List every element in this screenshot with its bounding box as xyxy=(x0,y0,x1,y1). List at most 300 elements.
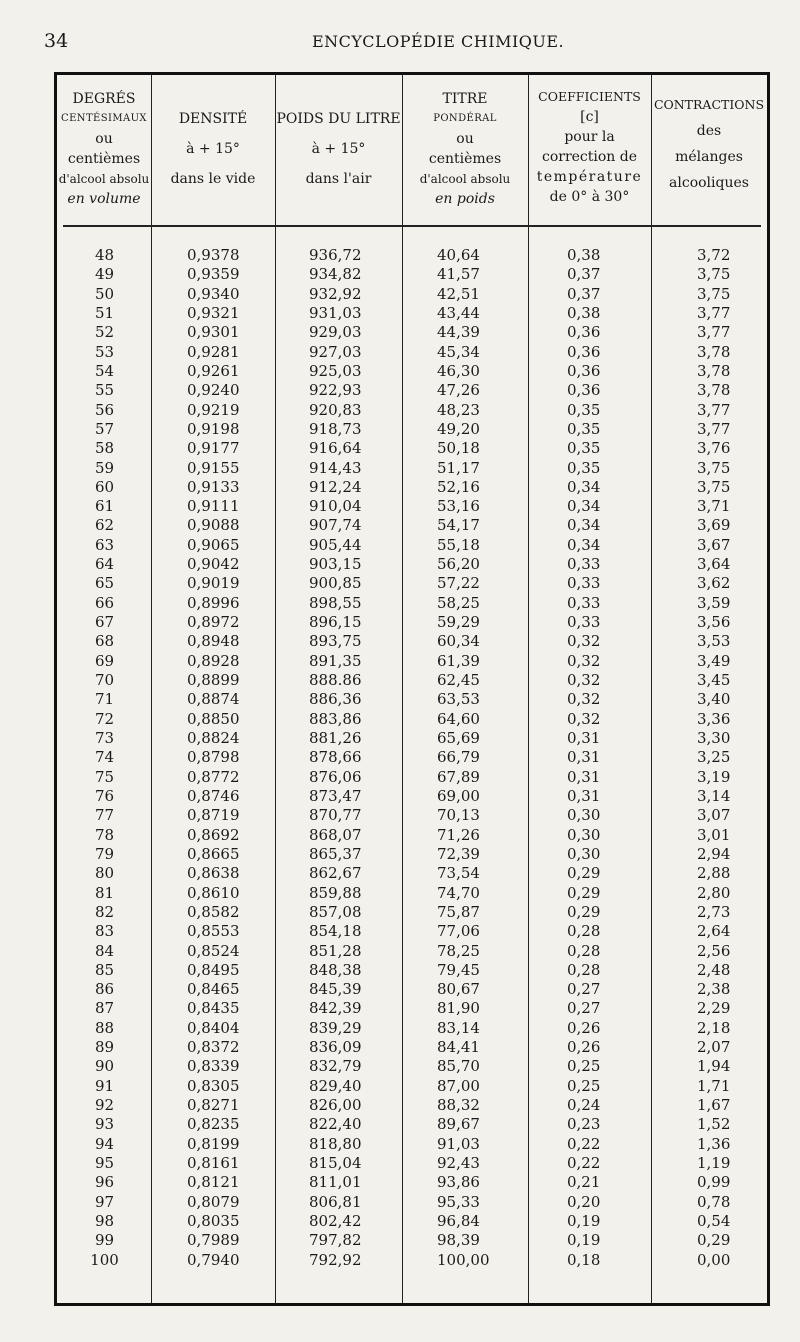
table-cell: 898,55 xyxy=(309,593,362,612)
table-cell: 826,00 xyxy=(309,1096,362,1115)
table-row xyxy=(57,1251,767,1270)
table-cell: 934,82 xyxy=(309,265,362,284)
table-row xyxy=(57,265,767,284)
table-cell: 0,30 xyxy=(567,825,601,844)
table-cell: 0,25 xyxy=(567,1057,601,1076)
table-cell: 3,30 xyxy=(697,729,731,747)
table-cell: 2,88 xyxy=(697,864,731,883)
table-cell: 0,32 xyxy=(567,651,601,670)
table-cell: 0,8435 xyxy=(187,999,240,1018)
page-number: 34 xyxy=(44,30,69,52)
table-cell: 0,34 xyxy=(567,535,601,554)
table-row xyxy=(57,787,767,806)
header-rule xyxy=(63,225,761,227)
table-row xyxy=(57,594,767,613)
table-cell: 0,31 xyxy=(567,786,601,805)
table-cell: 93,86 xyxy=(437,1173,480,1192)
table-cell: 842,39 xyxy=(309,999,362,1018)
table-cell: 0,33 xyxy=(567,613,601,632)
table-cell: 0,26 xyxy=(567,1018,601,1037)
table-cell: 43,44 xyxy=(437,303,480,322)
table-cell: 3,59 xyxy=(697,593,731,612)
table-row xyxy=(57,613,767,632)
table-cell: 100,00 xyxy=(437,1250,490,1269)
table-row xyxy=(57,574,767,593)
table-cell: 48 xyxy=(94,246,115,264)
table-cell: 2,48 xyxy=(697,960,731,979)
table-cell: 836,09 xyxy=(309,1038,362,1057)
table-cell: 0,37 xyxy=(567,284,601,303)
table-cell: 0,8948 xyxy=(187,632,240,651)
table-cell: 3,71 xyxy=(697,497,731,516)
table-row xyxy=(57,497,767,516)
table-cell: 53 xyxy=(94,342,115,361)
column-header-densite: DENSITÉ à + 15° dans le vide xyxy=(170,111,256,187)
table-cell: 0,34 xyxy=(567,516,601,535)
table-cell: 0,00 xyxy=(697,1250,731,1269)
table-cell: 3,25 xyxy=(697,748,731,767)
table-cell: 0,8610 xyxy=(187,883,240,902)
table-cell: 0,32 xyxy=(567,632,601,651)
table-cell: 0,8824 xyxy=(187,729,240,747)
table-cell: 0,8079 xyxy=(187,1192,240,1211)
table-cell: 0,23 xyxy=(567,1115,601,1134)
table-row xyxy=(57,768,767,787)
table-cell: 883,86 xyxy=(309,709,362,728)
table-row xyxy=(57,478,767,497)
table-cell: 0,21 xyxy=(567,1173,601,1192)
table-row xyxy=(57,980,767,999)
table-cell: 797,82 xyxy=(309,1231,362,1250)
table-cell: 891,35 xyxy=(309,651,362,670)
table-cell: 0,30 xyxy=(567,844,601,863)
table-cell: 2,29 xyxy=(697,999,731,1018)
table-cell: 0,8372 xyxy=(187,1038,240,1057)
table-cell: 78 xyxy=(94,825,115,844)
table-cell: 3,49 xyxy=(697,651,731,670)
table-cell: 1,94 xyxy=(697,1057,731,1076)
table-row xyxy=(57,1231,767,1250)
table-cell: 0,8553 xyxy=(187,922,240,941)
table-cell: 64,60 xyxy=(437,709,480,728)
table-cell: 82 xyxy=(94,902,115,921)
table-cell: 3,72 xyxy=(697,246,731,264)
table-cell: 3,45 xyxy=(697,671,731,690)
table-cell: 65 xyxy=(94,574,115,593)
column-header-degres: DEGRÉS CENTÉSIMAUX ou centièmes d'alcool absolu en volume xyxy=(58,91,150,207)
table-row xyxy=(57,1212,767,1231)
table-cell: 0,35 xyxy=(567,439,601,458)
table-row xyxy=(57,884,767,903)
table-cell: 851,28 xyxy=(309,941,362,960)
table-cell: 0,8199 xyxy=(187,1134,240,1153)
table-cell: 0,9321 xyxy=(187,303,240,322)
table-cell: 936,72 xyxy=(309,246,362,264)
table-cell: 859,88 xyxy=(309,883,362,902)
table-cell: 0,9340 xyxy=(187,284,240,303)
table-cell: 91 xyxy=(94,1076,115,1095)
table-cell: 3,62 xyxy=(697,574,731,593)
table-cell: 55,18 xyxy=(437,535,480,554)
table-cell: 0,8772 xyxy=(187,767,240,786)
table-cell: 62 xyxy=(94,516,115,535)
table-cell: 0,9378 xyxy=(187,246,240,264)
table-cell: 57,22 xyxy=(437,574,480,593)
table-cell: 87,00 xyxy=(437,1076,480,1095)
table-cell: 54 xyxy=(94,361,115,380)
table-cell: 2,94 xyxy=(697,844,731,863)
table-cell: 0,8339 xyxy=(187,1057,240,1076)
table-cell: 88,32 xyxy=(437,1096,480,1115)
table-cell: 52,16 xyxy=(437,477,480,496)
table-cell: 100 xyxy=(90,1250,119,1269)
table-cell: 0,8638 xyxy=(187,864,240,883)
table-cell: 873,47 xyxy=(309,786,362,805)
table-cell: 85 xyxy=(94,960,115,979)
table-cell: 74 xyxy=(94,748,115,767)
table-cell: 0,8121 xyxy=(187,1173,240,1192)
table-cell: 61,39 xyxy=(437,651,480,670)
table-cell: 0,32 xyxy=(567,690,601,709)
table-cell: 51 xyxy=(94,303,115,322)
table-cell: 0,9301 xyxy=(187,323,240,342)
table-cell: 0,31 xyxy=(567,748,601,767)
table-cell: 931,03 xyxy=(309,303,362,322)
table-row xyxy=(57,710,767,729)
table-row xyxy=(57,420,767,439)
table-cell: 0,8495 xyxy=(187,960,240,979)
table-cell: 72 xyxy=(94,709,115,728)
column-header-coefficients: COEFFICIENTS [c] pour la correction de température de 0° à 30° xyxy=(536,89,643,205)
table-cell: 881,26 xyxy=(309,729,362,747)
table-cell: 0,35 xyxy=(567,400,601,419)
table-row xyxy=(57,362,767,381)
table-cell: 98 xyxy=(94,1212,115,1230)
table-cell: 0,8404 xyxy=(187,1018,240,1037)
table-cell: 0,8465 xyxy=(187,980,240,999)
table-cell: 70 xyxy=(94,671,115,690)
table-cell: 3,77 xyxy=(697,400,731,419)
table-cell: 0,28 xyxy=(567,941,601,960)
column-header-titre-ponderal: TITRE PONDÉRAL ou centièmes d'alcool absolu en poids xyxy=(419,91,511,207)
table-cell: 57 xyxy=(94,419,115,438)
table-row xyxy=(57,690,767,709)
table-cell: 2,07 xyxy=(697,1038,731,1057)
table-cell: 86 xyxy=(94,980,115,999)
table-cell: 3,14 xyxy=(697,786,731,805)
table-cell: 811,01 xyxy=(309,1173,362,1192)
table-cell: 98,39 xyxy=(437,1231,480,1250)
table-cell: 84 xyxy=(94,941,115,960)
table-cell: 52 xyxy=(94,323,115,342)
table-cell: 0,36 xyxy=(567,361,601,380)
table-cell: 66,79 xyxy=(437,748,480,767)
table-cell: 0,37 xyxy=(567,265,601,284)
table-cell: 44,39 xyxy=(437,323,480,342)
table-cell: 907,74 xyxy=(309,516,362,535)
table-cell: 47,26 xyxy=(437,381,480,400)
table-cell: 3,40 xyxy=(697,690,731,709)
table-cell: 3,53 xyxy=(697,632,731,651)
table-cell: 0,35 xyxy=(567,458,601,477)
table-cell: 93 xyxy=(94,1115,115,1134)
table-cell: 0,9155 xyxy=(187,458,240,477)
table-cell: 0,8271 xyxy=(187,1096,240,1115)
table-cell: 3,75 xyxy=(697,477,731,496)
table-row xyxy=(57,845,767,864)
table-cell: 87 xyxy=(94,999,115,1018)
table-cell: 0,9111 xyxy=(187,497,240,516)
table-cell: 857,08 xyxy=(309,902,362,921)
table-cell: 929,03 xyxy=(309,323,362,342)
table-cell: 0,36 xyxy=(567,381,601,400)
table-row xyxy=(57,323,767,342)
table-cell: 94 xyxy=(94,1134,115,1153)
table-cell: 89,67 xyxy=(437,1115,480,1134)
table-cell: 42,51 xyxy=(437,284,480,303)
table-cell: 822,40 xyxy=(309,1115,362,1134)
table-cell: 75 xyxy=(94,767,115,786)
table-cell: 3,56 xyxy=(697,613,731,632)
table-cell: 96 xyxy=(94,1173,115,1192)
table-cell: 865,37 xyxy=(309,844,362,863)
running-title: ENCYCLOPÉDIE CHIMIQUE. xyxy=(312,32,565,51)
table-cell: 3,76 xyxy=(697,439,731,458)
table-cell: 0,30 xyxy=(567,806,601,825)
table-cell: 903,15 xyxy=(309,555,362,574)
table-cell: 73 xyxy=(94,729,115,747)
table-cell: 83 xyxy=(94,922,115,941)
table-cell: 1,67 xyxy=(697,1096,731,1115)
table-row xyxy=(57,1135,767,1154)
table-cell: 0,78 xyxy=(697,1192,731,1211)
table-cell: 53,16 xyxy=(437,497,480,516)
table-cell: 59,29 xyxy=(437,613,480,632)
table-cell: 0,19 xyxy=(567,1231,601,1250)
table-cell: 73,54 xyxy=(437,864,480,883)
table-cell: 3,77 xyxy=(697,323,731,342)
table-cell: 0,8305 xyxy=(187,1076,240,1095)
table-cell: 58 xyxy=(94,439,115,458)
table-cell: 910,04 xyxy=(309,497,362,516)
table-cell: 0,27 xyxy=(567,980,601,999)
table-row xyxy=(57,1057,767,1076)
table-cell: 0,35 xyxy=(567,419,601,438)
table-cell: 80,67 xyxy=(437,980,480,999)
table-cell: 63,53 xyxy=(437,690,480,709)
table-row xyxy=(57,729,767,748)
table-cell: 912,24 xyxy=(309,477,362,496)
table-row xyxy=(57,516,767,535)
table-row xyxy=(57,1019,767,1038)
table-cell: 848,38 xyxy=(309,960,362,979)
table-cell: 0,29 xyxy=(697,1231,731,1250)
table-cell: 0,7989 xyxy=(187,1231,240,1250)
table-cell: 0,38 xyxy=(567,303,601,322)
table-cell: 888.86 xyxy=(309,671,362,690)
table-cell: 0,9359 xyxy=(187,265,240,284)
table-cell: 806,81 xyxy=(309,1192,362,1211)
table-cell: 0,18 xyxy=(567,1250,601,1269)
table-cell: 0,8874 xyxy=(187,690,240,709)
table-cell: 2,38 xyxy=(697,980,731,999)
table-cell: 65,69 xyxy=(437,729,480,747)
table-row xyxy=(57,942,767,961)
table-row xyxy=(57,401,767,420)
table-cell: 68 xyxy=(94,632,115,651)
table-cell: 70,13 xyxy=(437,806,480,825)
table-cell: 3,69 xyxy=(697,516,731,535)
table-cell: 0,34 xyxy=(567,477,601,496)
table-cell: 0,8524 xyxy=(187,941,240,960)
table-cell: 0,9219 xyxy=(187,400,240,419)
table-cell: 40,64 xyxy=(437,246,480,264)
table-cell: 67 xyxy=(94,613,115,632)
table-cell: 914,43 xyxy=(309,458,362,477)
table-cell: 51,17 xyxy=(437,458,480,477)
table-cell: 49,20 xyxy=(437,419,480,438)
table-cell: 3,07 xyxy=(697,806,731,825)
table-cell: 0,28 xyxy=(567,960,601,979)
table-cell: 0,8972 xyxy=(187,613,240,632)
table-cell: 72,39 xyxy=(437,844,480,863)
table-cell: 0,22 xyxy=(567,1154,601,1173)
table-cell: 818,80 xyxy=(309,1134,362,1153)
table-cell: 0,31 xyxy=(567,767,601,786)
table-cell: 0,9065 xyxy=(187,535,240,554)
table-cell: 792,92 xyxy=(309,1250,362,1269)
table-cell: 0,29 xyxy=(567,902,601,921)
table-cell: 0,8582 xyxy=(187,902,240,921)
table-row xyxy=(57,285,767,304)
table-cell: 3,78 xyxy=(697,342,731,361)
table-cell: 0,36 xyxy=(567,342,601,361)
table-cell: 3,77 xyxy=(697,419,731,438)
table-cell: 0,9198 xyxy=(187,419,240,438)
table-cell: 3,78 xyxy=(697,381,731,400)
table-row xyxy=(57,922,767,941)
table-cell: 76 xyxy=(94,786,115,805)
table-cell: 55 xyxy=(94,381,115,400)
table-cell: 0,8161 xyxy=(187,1154,240,1173)
table-cell: 0,9019 xyxy=(187,574,240,593)
table-cell: 69,00 xyxy=(437,786,480,805)
table-cell: 1,19 xyxy=(697,1154,731,1173)
table-cell: 815,04 xyxy=(309,1154,362,1173)
table-cell: 2,18 xyxy=(697,1018,731,1037)
table-row xyxy=(57,459,767,478)
table-cell: 63 xyxy=(94,535,115,554)
table-cell: 81,90 xyxy=(437,999,480,1018)
table-cell: 64 xyxy=(94,555,115,574)
table-cell: 922,93 xyxy=(309,381,362,400)
table-row xyxy=(57,1096,767,1115)
table-cell: 0,19 xyxy=(567,1212,601,1230)
table-cell: 0,33 xyxy=(567,555,601,574)
table-cell: 0,8035 xyxy=(187,1212,240,1230)
table-cell: 0,33 xyxy=(567,593,601,612)
table-cell: 0,8235 xyxy=(187,1115,240,1134)
table-cell: 45,34 xyxy=(437,342,480,361)
table-cell: 0,27 xyxy=(567,999,601,1018)
table-cell: 0,9281 xyxy=(187,342,240,361)
table-cell: 0,8719 xyxy=(187,806,240,825)
table-cell: 0,8996 xyxy=(187,593,240,612)
table-cell: 60 xyxy=(94,477,115,496)
table-cell: 89 xyxy=(94,1038,115,1057)
table-cell: 0,32 xyxy=(567,709,601,728)
table-cell: 90 xyxy=(94,1057,115,1076)
alcohol-density-table xyxy=(54,72,770,1306)
table-row xyxy=(57,304,767,323)
table-row xyxy=(57,555,767,574)
table-cell: 1,52 xyxy=(697,1115,731,1134)
table-cell: 0,54 xyxy=(697,1212,731,1230)
table-cell: 0,24 xyxy=(567,1096,601,1115)
table-cell: 59 xyxy=(94,458,115,477)
table-cell: 99 xyxy=(94,1231,115,1250)
table-cell: 0,8798 xyxy=(187,748,240,767)
table-cell: 2,64 xyxy=(697,922,731,941)
table-cell: 3,67 xyxy=(697,535,731,554)
table-cell: 3,75 xyxy=(697,458,731,477)
table-cell: 0,25 xyxy=(567,1076,601,1095)
table-row xyxy=(57,1038,767,1057)
table-cell: 0,8665 xyxy=(187,844,240,863)
table-cell: 95,33 xyxy=(437,1192,480,1211)
table-cell: 3,64 xyxy=(697,555,731,574)
table-cell: 54,17 xyxy=(437,516,480,535)
table-cell: 0,31 xyxy=(567,729,601,747)
table-cell: 0,9177 xyxy=(187,439,240,458)
table-cell: 0,36 xyxy=(567,323,601,342)
table-cell: 893,75 xyxy=(309,632,362,651)
table-cell: 50,18 xyxy=(437,439,480,458)
table-cell: 0,20 xyxy=(567,1192,601,1211)
table-cell: 77,06 xyxy=(437,922,480,941)
table-cell: 84,41 xyxy=(437,1038,480,1057)
table-cell: 96,84 xyxy=(437,1212,480,1230)
table-cell: 900,85 xyxy=(309,574,362,593)
table-row xyxy=(57,652,767,671)
table-cell: 832,79 xyxy=(309,1057,362,1076)
table-cell: 41,57 xyxy=(437,265,480,284)
table-cell: 0,8692 xyxy=(187,825,240,844)
table-cell: 50 xyxy=(94,284,115,303)
table-cell: 0,99 xyxy=(697,1173,731,1192)
table-cell: 2,73 xyxy=(697,902,731,921)
table-cell: 925,03 xyxy=(309,361,362,380)
table-cell: 916,64 xyxy=(309,439,362,458)
table-row xyxy=(57,439,767,458)
table-cell: 0,22 xyxy=(567,1134,601,1153)
table-cell: 0,9133 xyxy=(187,477,240,496)
table-cell: 2,56 xyxy=(697,941,731,960)
table-cell: 0,8899 xyxy=(187,671,240,690)
table-cell: 0,29 xyxy=(567,883,601,902)
table-cell: 0,26 xyxy=(567,1038,601,1057)
table-cell: 79,45 xyxy=(437,960,480,979)
table-cell: 876,06 xyxy=(309,767,362,786)
table-cell: 92 xyxy=(94,1096,115,1115)
table-cell: 918,73 xyxy=(309,419,362,438)
table-cell: 802,42 xyxy=(309,1212,362,1230)
table-cell: 85,70 xyxy=(437,1057,480,1076)
table-cell: 78,25 xyxy=(437,941,480,960)
table-cell: 75,87 xyxy=(437,902,480,921)
table-cell: 88 xyxy=(94,1018,115,1037)
table-cell: 83,14 xyxy=(437,1018,480,1037)
